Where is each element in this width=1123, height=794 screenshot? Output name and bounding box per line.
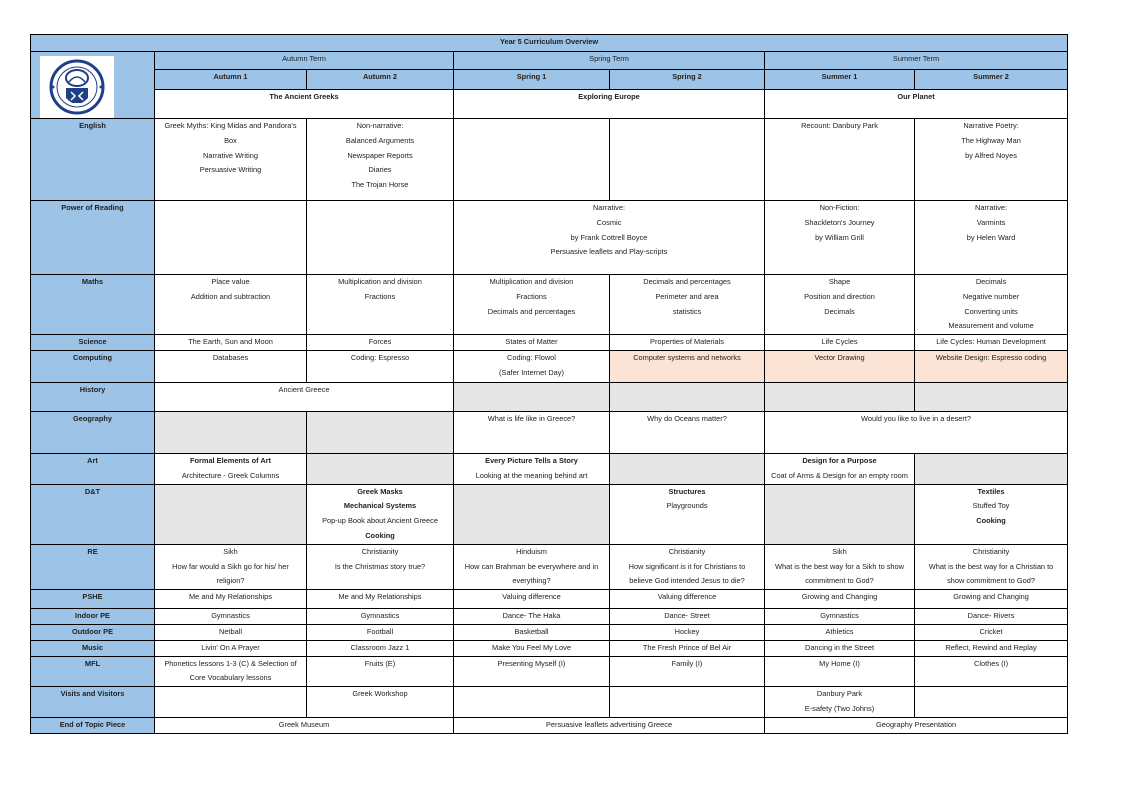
cell-line: Multiplication and division bbox=[338, 277, 422, 286]
cell-line: Is the Christmas story true? bbox=[334, 561, 426, 571]
geography-autumn-1 bbox=[155, 411, 307, 453]
cell-line: by Helen Ward bbox=[966, 232, 1016, 242]
maths-autumn-2 bbox=[307, 275, 454, 335]
cell-line: Pop-up Book about Ancient Greece bbox=[322, 516, 438, 526]
reading-summer-2 bbox=[915, 201, 1068, 275]
maths-summer-1 bbox=[765, 275, 915, 335]
cell-line: Position and direction bbox=[804, 291, 875, 301]
cell-line: Recount: Danbury Park bbox=[801, 121, 878, 130]
subject-label: History bbox=[31, 382, 155, 411]
dt-autumn-1 bbox=[155, 484, 307, 544]
computing-spring-2 bbox=[610, 350, 765, 382]
curriculum-table bbox=[30, 34, 1068, 734]
cell-line: Decimals bbox=[824, 306, 855, 316]
cell-heading: Structures bbox=[668, 486, 706, 496]
re-autumn-2 bbox=[307, 544, 454, 589]
cell-line: Sikh bbox=[223, 546, 238, 556]
cell-line: Converting units bbox=[964, 306, 1018, 316]
cell-line: Hinduism bbox=[516, 546, 547, 556]
subject-label: RE bbox=[31, 544, 155, 589]
subject-label: Computing bbox=[31, 350, 155, 382]
row-science bbox=[31, 335, 1068, 351]
dt-spring-1 bbox=[454, 484, 610, 544]
mfl-spring-1 bbox=[454, 656, 610, 687]
cell-line: believe God intended Jesus to die? bbox=[629, 576, 745, 586]
geography-spring-2: Why do Oceans matter? bbox=[610, 411, 765, 453]
cell-line: Narrative: bbox=[592, 203, 626, 212]
subject-label: Science bbox=[31, 335, 155, 351]
row-english bbox=[31, 119, 1068, 201]
art-spring-1 bbox=[454, 453, 610, 484]
cell-line: Measurement and volume bbox=[948, 321, 1034, 331]
english-spring-2 bbox=[610, 119, 765, 201]
cell-line: What is the best way for a Sikh to show bbox=[775, 561, 904, 571]
science-spring-1: States of Matter bbox=[454, 335, 610, 351]
subject-label: Indoor PE bbox=[31, 609, 155, 625]
computing-autumn-2 bbox=[307, 350, 454, 382]
cell-line: Persuasive Writing bbox=[199, 165, 262, 175]
science-spring-2: Properties of Materials bbox=[610, 335, 765, 351]
subject-label: Art bbox=[31, 453, 155, 484]
re-autumn-1 bbox=[155, 544, 307, 589]
dt-summer-2 bbox=[915, 484, 1068, 544]
subject-label: Visits and Visitors bbox=[31, 687, 155, 718]
re-summer-2 bbox=[915, 544, 1068, 589]
art-autumn-2 bbox=[307, 453, 454, 484]
row-computing bbox=[31, 350, 1068, 382]
row-mfl bbox=[31, 656, 1068, 687]
subject-label: Geography bbox=[31, 411, 155, 453]
music-spring-1: Make You Feel My Love bbox=[454, 640, 610, 656]
outdoor-pe-summer-1: Athletics bbox=[765, 624, 915, 640]
pshe-spring-2: Valuing difference bbox=[610, 590, 765, 609]
subject-label: Music bbox=[31, 640, 155, 656]
maths-summer-2 bbox=[915, 275, 1068, 335]
subject-label: Power of Reading bbox=[31, 201, 155, 275]
cell-line: Diaries bbox=[368, 165, 392, 175]
cell-line: Decimals bbox=[975, 277, 1007, 286]
english-autumn-1 bbox=[155, 119, 307, 201]
cell-heading: Greek Masks bbox=[357, 486, 403, 496]
subject-label: D&T bbox=[31, 484, 155, 544]
mfl-spring-2 bbox=[610, 656, 765, 687]
end-of-topic-autumn: Greek Museum bbox=[155, 717, 454, 733]
english-autumn-2 bbox=[307, 119, 454, 201]
cell-line: Presenting Myself (I) bbox=[497, 658, 566, 668]
row-history bbox=[31, 382, 1068, 411]
half-term-autumn-1: Autumn 1 bbox=[155, 69, 307, 90]
spring-term-header: Spring Term bbox=[454, 52, 765, 70]
cell-line: Decimals and percentages bbox=[643, 277, 731, 286]
row-visits bbox=[31, 687, 1068, 718]
geography-spring-1: What is life like in Greece? bbox=[454, 411, 610, 453]
history-summer-2 bbox=[915, 382, 1068, 411]
reading-autumn-2 bbox=[307, 201, 454, 275]
subject-label: MFL bbox=[31, 656, 155, 687]
cell-line: Cosmic bbox=[596, 217, 622, 227]
reading-autumn-1 bbox=[155, 201, 307, 275]
visits-summer-1 bbox=[765, 687, 915, 718]
cell-line: commitment to God? bbox=[805, 576, 874, 586]
science-summer-1: Life Cycles bbox=[765, 335, 915, 351]
row-power-of-reading bbox=[31, 201, 1068, 275]
geography-autumn-2 bbox=[307, 411, 454, 453]
cell-line: What is the best way for a Christian to bbox=[928, 561, 1054, 571]
visits-spring-2 bbox=[610, 687, 765, 718]
visits-autumn-2 bbox=[307, 687, 454, 718]
cell-line: Coat of Arms & Design for an empty room bbox=[771, 470, 908, 480]
cell-line: Christianity bbox=[361, 546, 399, 556]
subject-label: Outdoor PE bbox=[31, 624, 155, 640]
visits-autumn-1 bbox=[155, 687, 307, 718]
cell-line: My Home (I) bbox=[819, 658, 860, 668]
dt-summer-1 bbox=[765, 484, 915, 544]
mfl-autumn-1 bbox=[155, 656, 307, 687]
pshe-autumn-1: Me and My Relationships bbox=[155, 590, 307, 609]
dt-autumn-2 bbox=[307, 484, 454, 544]
cell-line: Shape bbox=[828, 277, 851, 286]
cell-line: Decimals and percentages bbox=[487, 306, 576, 316]
english-summer-1 bbox=[765, 119, 915, 201]
mfl-autumn-2 bbox=[307, 656, 454, 687]
computing-summer-1 bbox=[765, 350, 915, 382]
dt-spring-2 bbox=[610, 484, 765, 544]
art-summer-1 bbox=[765, 453, 915, 484]
indoor-pe-spring-1: Dance- The Haka bbox=[454, 609, 610, 625]
cell-line: Stuffed Toy bbox=[972, 501, 1010, 511]
computing-spring-1 bbox=[454, 350, 610, 382]
mfl-summer-2 bbox=[915, 656, 1068, 687]
cell-line: Greek Workshop bbox=[352, 689, 408, 699]
cell-line: Phonetics lessons 1-3 (C) & Selection of bbox=[164, 658, 297, 668]
cell-line: Fractions bbox=[516, 291, 547, 301]
cell-line: Website Design: Espresso coding bbox=[935, 352, 1047, 362]
half-term-spring-2: Spring 2 bbox=[610, 69, 765, 90]
geography-summer: Would you like to live in a desert? bbox=[765, 411, 1068, 453]
autumn-term-header: Autumn Term bbox=[155, 52, 454, 70]
half-term-summer-1: Summer 1 bbox=[765, 69, 915, 90]
cell-heading: Textiles bbox=[977, 486, 1005, 496]
topic-summer: Our Planet bbox=[765, 90, 1068, 119]
row-end-of-topic bbox=[31, 717, 1068, 733]
indoor-pe-summer-1: Gymnastics bbox=[765, 609, 915, 625]
cell-line: Family (I) bbox=[671, 658, 703, 668]
cell-line: Narrative Poetry: bbox=[963, 121, 1019, 130]
outdoor-pe-autumn-2: Football bbox=[307, 624, 454, 640]
outdoor-pe-spring-2: Hockey bbox=[610, 624, 765, 640]
re-spring-2 bbox=[610, 544, 765, 589]
cell-line: statistics bbox=[672, 306, 702, 316]
reading-summer-1 bbox=[765, 201, 915, 275]
row-re bbox=[31, 544, 1068, 589]
computing-autumn-1 bbox=[155, 350, 307, 382]
cell-heading: Formal Elements of Art bbox=[189, 455, 272, 465]
cell-line: Balanced Arguments bbox=[345, 135, 415, 145]
cell-line: Vector Drawing bbox=[814, 352, 865, 362]
topic-spring: Exploring Europe bbox=[454, 90, 765, 119]
cell-line: How significant is it for Christians to bbox=[628, 561, 746, 571]
cell-heading: Design for a Purpose bbox=[802, 455, 877, 465]
cell-line: Perimeter and area bbox=[655, 291, 719, 301]
cell-line: Playgrounds bbox=[666, 501, 708, 511]
row-pshe bbox=[31, 590, 1068, 609]
cell-line: Christianity bbox=[668, 546, 706, 556]
cell-line: Box bbox=[224, 135, 237, 145]
cell-line: Shackleton's Journey bbox=[804, 217, 875, 227]
pshe-summer-1: Growing and Changing bbox=[765, 590, 915, 609]
cell-line: Narrative: bbox=[975, 203, 1008, 212]
re-spring-1 bbox=[454, 544, 610, 589]
cell-line: Looking at the meaning behind art bbox=[475, 470, 588, 480]
music-spring-2: The Fresh Prince of Bel Air bbox=[610, 640, 765, 656]
pshe-summer-2: Growing and Changing bbox=[915, 590, 1068, 609]
cell-line: Core Vocabulary lessons bbox=[189, 673, 272, 683]
half-term-spring-1: Spring 1 bbox=[454, 69, 610, 90]
history-summer-1 bbox=[765, 382, 915, 411]
half-term-summer-2: Summer 2 bbox=[915, 69, 1068, 90]
history-autumn: Ancient Greece bbox=[155, 382, 454, 411]
subject-label: Maths bbox=[31, 275, 155, 335]
cell-line: Fractions bbox=[364, 291, 396, 301]
cell-line: How can Brahman be everywhere and in bbox=[464, 561, 599, 571]
re-summer-1 bbox=[765, 544, 915, 589]
computing-summer-2 bbox=[915, 350, 1068, 382]
indoor-pe-autumn-1: Gymnastics bbox=[155, 609, 307, 625]
science-autumn-1: The Earth, Sun and Moon bbox=[155, 335, 307, 351]
cell-line: by Alfred Noyes bbox=[965, 150, 1017, 160]
cell-line: Persuasive leaflets and Play-scripts bbox=[550, 247, 668, 257]
outdoor-pe-spring-1: Basketball bbox=[454, 624, 610, 640]
school-logo-cell bbox=[31, 52, 155, 119]
topic-autumn: The Ancient Greeks bbox=[155, 90, 454, 119]
row-geography bbox=[31, 411, 1068, 453]
music-autumn-1: Livin' On A Prayer bbox=[155, 640, 307, 656]
page-title: Year 5 Curriculum Overview bbox=[31, 35, 1068, 52]
music-summer-1: Dancing in the Street bbox=[765, 640, 915, 656]
cell-line: Non-narrative: bbox=[356, 121, 404, 130]
english-spring-1 bbox=[454, 119, 610, 201]
cell-line: by Frank Cottrell Boyce bbox=[570, 232, 648, 242]
cell-line: Varmints bbox=[976, 217, 1006, 227]
cell-line: (Safer Internet Day) bbox=[499, 367, 564, 377]
outdoor-pe-autumn-1: Netball bbox=[155, 624, 307, 640]
subject-label: PSHE bbox=[31, 590, 155, 609]
mfl-summer-1 bbox=[765, 656, 915, 687]
science-summer-2: Life Cycles: Human Development bbox=[915, 335, 1068, 351]
cell-heading: Every Picture Tells a Story bbox=[485, 455, 578, 465]
cell-line: Newspaper Reports bbox=[347, 150, 413, 160]
end-of-topic-summer: Geography Presentation bbox=[765, 717, 1068, 733]
visits-summer-2 bbox=[915, 687, 1068, 718]
art-autumn-1 bbox=[155, 453, 307, 484]
art-spring-2 bbox=[610, 453, 765, 484]
pshe-spring-1: Valuing difference bbox=[454, 590, 610, 609]
row-outdoor-pe bbox=[31, 624, 1068, 640]
cell-line: by William Grill bbox=[815, 232, 864, 242]
maths-autumn-1 bbox=[155, 275, 307, 335]
cell-line: How far would a Sikh go for his/ her bbox=[172, 561, 289, 571]
outdoor-pe-summer-2: Cricket bbox=[915, 624, 1068, 640]
cell-heading: Cooking bbox=[976, 516, 1006, 526]
maths-spring-2 bbox=[610, 275, 765, 335]
cell-line: Place value bbox=[211, 277, 250, 286]
summer-term-header: Summer Term bbox=[765, 52, 1068, 70]
cell-line: Christianity bbox=[972, 546, 1010, 556]
cell-line: show commitment to God? bbox=[947, 576, 1035, 586]
cell-line: Coding: Espresso bbox=[350, 352, 410, 362]
cell-line: Sikh bbox=[832, 546, 847, 556]
row-dt bbox=[31, 484, 1068, 544]
cell-line: Architecture - Greek Columns bbox=[181, 470, 280, 480]
half-term-autumn-2: Autumn 2 bbox=[307, 69, 454, 90]
indoor-pe-spring-2: Dance- Street bbox=[610, 609, 765, 625]
cell-line: E-safety (Two Johns) bbox=[804, 703, 875, 713]
cell-line: Danbury Park bbox=[816, 689, 863, 699]
cell-line: Negative number bbox=[962, 291, 1020, 301]
music-autumn-2: Classroom Jazz 1 bbox=[307, 640, 454, 656]
reading-spring bbox=[454, 201, 765, 275]
english-summer-2 bbox=[915, 119, 1068, 201]
cell-heading: Mechanical Systems bbox=[343, 501, 417, 511]
cell-line: Clothes (I) bbox=[973, 658, 1009, 668]
cell-heading: Cooking bbox=[365, 530, 395, 540]
cell-line: Non-Fiction: bbox=[819, 203, 860, 212]
cell-line: everything? bbox=[512, 576, 551, 586]
cell-line: Multiplication and division bbox=[489, 277, 574, 286]
cell-line: Greek Myths: King Midas and Pandora's bbox=[164, 121, 297, 130]
cell-line: Fruits (E) bbox=[364, 658, 396, 668]
row-indoor-pe bbox=[31, 609, 1068, 625]
history-spring-1 bbox=[454, 382, 610, 411]
end-of-topic-spring: Persuasive leaflets advertising Greece bbox=[454, 717, 765, 733]
cell-line: Computer systems and networks bbox=[633, 352, 741, 362]
cell-line: religion? bbox=[216, 576, 245, 586]
row-maths bbox=[31, 275, 1068, 335]
visits-spring-1 bbox=[454, 687, 610, 718]
row-art bbox=[31, 453, 1068, 484]
row-music bbox=[31, 640, 1068, 656]
indoor-pe-summer-2: Dance- Rivers bbox=[915, 609, 1068, 625]
indoor-pe-autumn-2: Gymnastics bbox=[307, 609, 454, 625]
cell-line: The Highway Man bbox=[961, 135, 1021, 145]
subject-label: English bbox=[31, 119, 155, 201]
school-crest-icon bbox=[40, 56, 114, 118]
subject-label: End of Topic Piece bbox=[31, 717, 155, 733]
science-autumn-2: Forces bbox=[307, 335, 454, 351]
history-spring-2 bbox=[610, 382, 765, 411]
cell-line: Coding: Flowol bbox=[507, 352, 556, 362]
art-summer-2 bbox=[915, 453, 1068, 484]
music-summer-2: Reflect, Rewind and Replay bbox=[915, 640, 1068, 656]
cell-line: Narrative Writing bbox=[203, 150, 258, 160]
cell-line: Databases bbox=[212, 352, 249, 362]
pshe-autumn-2: Me and My Relationships bbox=[307, 590, 454, 609]
cell-line: The Trojan Horse bbox=[351, 180, 409, 190]
maths-spring-1 bbox=[454, 275, 610, 335]
cell-line: Addition and subtraction bbox=[190, 291, 271, 301]
